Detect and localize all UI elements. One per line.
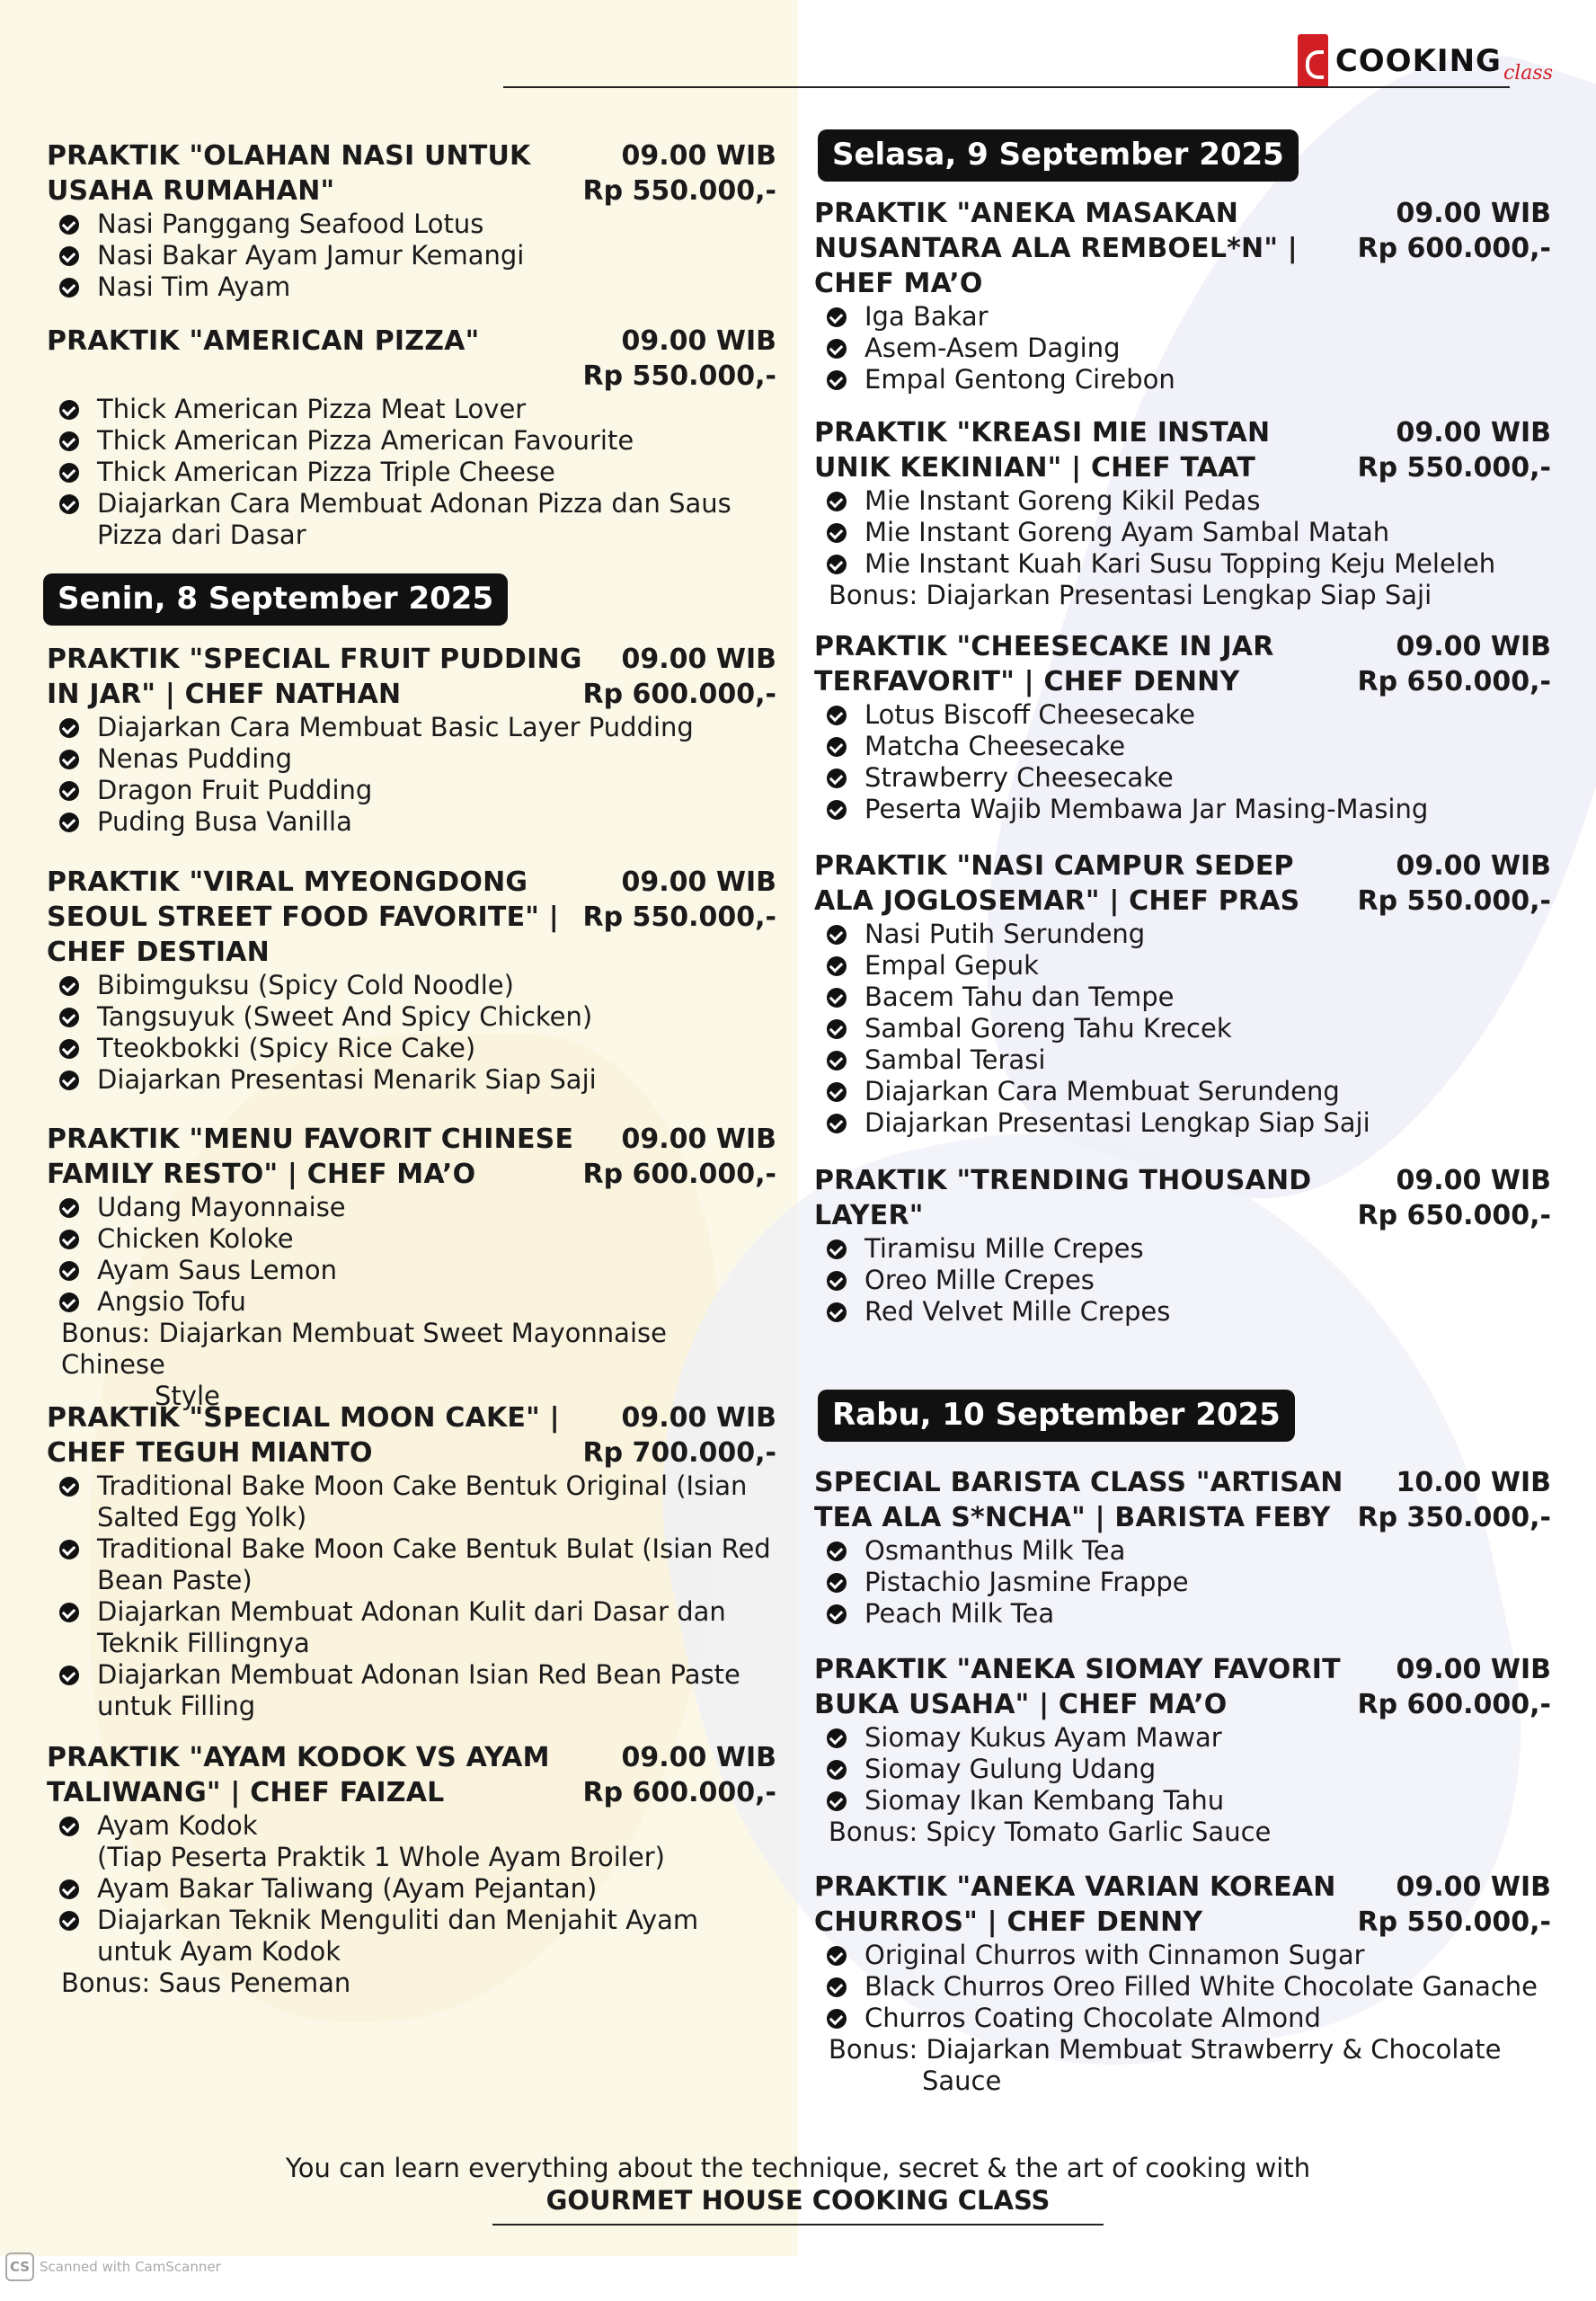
check-circle-icon — [827, 1082, 847, 1102]
check-circle-icon — [59, 246, 79, 266]
list-item-text: Bibimguksu (Spicy Cold Noodle) — [97, 970, 514, 1000]
list-item — [47, 1033, 776, 1064]
class-title: PRAKTIK "SPECIAL FRUIT PUDDING IN JAR" | CHEF NATHAN — [47, 644, 582, 710]
class-time: 09.00 WIB — [1396, 1165, 1551, 1196]
bonus-text-continued: Sauce — [922, 2066, 1002, 2096]
list-item-text: Sambal Terasi — [864, 1044, 1046, 1075]
list-item-text: Asem-Asem Daging — [864, 333, 1121, 363]
list-item — [47, 1286, 776, 1318]
check-circle-icon — [827, 800, 847, 820]
class-block — [814, 1163, 1551, 1328]
class-time: 09.00 WIB — [1396, 1871, 1551, 1903]
class-header — [814, 415, 1551, 485]
class-time: 09.00 WIB — [621, 644, 776, 675]
list-item-text: Oreo Mille Crepes — [864, 1265, 1095, 1295]
bottom-divider — [492, 2224, 1104, 2225]
day-banner-tuesday: Selasa, 9 September 2025 — [818, 129, 1299, 182]
bonus-note — [814, 2034, 1551, 2097]
class-meta — [1357, 848, 1551, 919]
list-item — [814, 982, 1551, 1013]
list-item — [47, 806, 776, 838]
check-circle-icon — [827, 555, 847, 574]
list-item — [814, 517, 1551, 548]
class-meta — [1357, 1870, 1551, 1940]
bonus-text: Bonus: Saus Peneman — [61, 1968, 351, 1998]
bonus-note — [47, 1968, 776, 1999]
class-header — [47, 1122, 776, 1192]
list-item — [814, 1535, 1551, 1567]
list-item-text: Iga Bakar — [864, 301, 989, 332]
class-header — [47, 865, 776, 970]
class-meta — [582, 865, 776, 970]
class-meta — [1357, 629, 1551, 699]
list-item-text: Mie Instant Goreng Kikil Pedas — [864, 485, 1261, 516]
class-price: Rp 650.000,- — [1357, 1200, 1551, 1231]
check-circle-icon — [827, 1302, 847, 1322]
class-header — [47, 1400, 776, 1470]
list-item — [47, 1192, 776, 1223]
check-circle-icon — [827, 1977, 847, 1997]
list-item-text: Nasi Tim Ayam — [97, 271, 291, 302]
class-title: PRAKTIK "ANEKA SIOMAY FAVORIT BUKA USAHA" | CHEF MA’O — [814, 1654, 1341, 1720]
class-time: 09.00 WIB — [621, 1402, 776, 1434]
class-price: Rp 550.000,- — [1357, 885, 1551, 917]
menu-item-list — [47, 394, 776, 551]
check-circle-icon — [59, 1039, 79, 1059]
class-price: Rp 600.000,- — [582, 679, 776, 710]
class-header — [47, 324, 776, 394]
class-title: PRAKTIK "ANEKA VARIAN KOREAN CHURROS" | CHEF DENNY — [814, 1871, 1336, 1938]
class-price: Rp 700.000,- — [582, 1437, 776, 1469]
class-header — [814, 1652, 1551, 1722]
list-item-text: Nasi Bakar Ayam Jamur Kemangi — [97, 240, 525, 271]
list-item — [814, 301, 1551, 333]
class-block — [47, 1122, 776, 1412]
list-item-text: Angsio Tofu — [97, 1286, 246, 1317]
footer-tagline: You can learn everything about the technique, secret & the art of cooking with — [285, 2153, 1311, 2183]
list-item-text: Siomay Ikan Kembang Tahu — [864, 1785, 1225, 1816]
list-item-text: Ayam Kodok (Tiap Peserta Praktik 1 Whole Ayam Broiler) — [97, 1810, 665, 1872]
list-item-text: Thick American Pizza Triple Cheese — [97, 457, 555, 487]
class-header — [814, 196, 1551, 301]
day-banner-wednesday: Rabu, 10 September 2025 — [818, 1390, 1295, 1442]
check-circle-icon — [59, 431, 79, 451]
check-circle-icon — [827, 737, 847, 757]
check-circle-icon — [59, 718, 79, 738]
list-item — [47, 970, 776, 1001]
list-item — [47, 1533, 776, 1596]
list-item-text: Traditional Bake Moon Cake Bentuk Original (Isian Salted Egg Yolk) — [97, 1470, 748, 1533]
list-item-text: Lotus Biscoff Cheesecake — [864, 699, 1195, 730]
bonus-note — [814, 580, 1551, 611]
list-item-text: Chicken Koloke — [97, 1223, 294, 1254]
class-title: PRAKTIK "AYAM KODOK VS AYAM TALIWANG" | CHEF FAIZAL — [47, 1742, 550, 1808]
list-item — [47, 1001, 776, 1033]
list-item — [47, 1470, 776, 1533]
list-item — [47, 425, 776, 457]
bonus-text: Bonus: Diajarkan Membuat Sweet Mayonnaise Chinese — [61, 1318, 667, 1380]
class-title: SPECIAL BARISTA CLASS "ARTISAN TEA ALA S*NCHA" | BARISTA FEBY — [814, 1467, 1343, 1533]
check-circle-icon — [827, 339, 847, 359]
class-title: PRAKTIK "SPECIAL MOON CAKE" | CHEF TEGUH MIANTO — [47, 1402, 560, 1469]
check-circle-icon — [827, 956, 847, 976]
menu-item-list — [47, 1192, 776, 1318]
list-item — [47, 1810, 776, 1873]
class-block — [814, 1652, 1551, 1848]
check-circle-icon — [59, 1293, 79, 1312]
list-item-text: Diajarkan Presentasi Lengkap Siap Saji — [864, 1107, 1370, 1138]
list-item — [814, 699, 1551, 731]
check-circle-icon — [827, 1541, 847, 1561]
class-block — [814, 1465, 1551, 1630]
menu-item-list — [47, 1470, 776, 1722]
class-header — [814, 848, 1551, 919]
list-item-text: Nasi Panggang Seafood Lotus — [97, 209, 484, 239]
check-circle-icon — [827, 925, 847, 945]
menu-item-list — [814, 1722, 1551, 1817]
list-item-text: Siomay Gulung Udang — [864, 1754, 1157, 1784]
list-item-text: Diajarkan Presentasi Menarik Siap Saji — [97, 1064, 597, 1095]
list-item — [814, 1598, 1551, 1630]
brand-tag: class — [1503, 61, 1553, 84]
class-title: PRAKTIK "VIRAL MYEONGDONG SEOUL STREET FOOD FAVORITE" | CHEF DESTIAN — [47, 866, 559, 968]
class-price: Rp 550.000,- — [582, 175, 776, 207]
list-item-text: Thick American Pizza Meat Lover — [97, 394, 527, 424]
scanner-text: Scanned with CamScanner — [40, 2259, 221, 2275]
class-title: PRAKTIK "OLAHAN NASI UNTUK USAHA RUMAHAN" — [47, 140, 531, 207]
class-time: 09.00 WIB — [621, 325, 776, 357]
class-block — [814, 629, 1551, 825]
check-circle-icon — [59, 463, 79, 483]
class-price: Rp 650.000,- — [1357, 666, 1551, 697]
list-item — [47, 1873, 776, 1905]
check-circle-icon — [827, 1760, 847, 1780]
check-circle-icon — [827, 1604, 847, 1624]
class-header — [814, 1465, 1551, 1535]
class-header — [814, 1163, 1551, 1233]
bonus-text: Bonus: Diajarkan Membuat Strawberry & Chocolate — [829, 2034, 1502, 2065]
list-item-text: Diajarkan Membuat Adonan Kulit dari Dasar dan Teknik Fillingnya — [97, 1596, 726, 1658]
list-item — [814, 1567, 1551, 1598]
list-item-text: Nasi Putih Serundeng — [864, 919, 1146, 949]
check-circle-icon — [827, 1114, 847, 1133]
list-item — [47, 1223, 776, 1255]
check-circle-icon — [59, 278, 79, 298]
list-item — [814, 1013, 1551, 1044]
list-item — [814, 1754, 1551, 1785]
check-circle-icon — [827, 370, 847, 390]
check-circle-icon — [827, 706, 847, 725]
class-price: Rp 600.000,- — [582, 1777, 776, 1808]
list-item — [47, 457, 776, 488]
brand-logo — [1298, 34, 1553, 88]
class-price: Rp 550.000,- — [1357, 452, 1551, 484]
class-time: 09.00 WIB — [1396, 850, 1551, 882]
class-block — [814, 848, 1551, 1139]
class-time: 09.00 WIB — [621, 140, 776, 172]
menu-item-list — [814, 301, 1551, 395]
class-meta — [582, 1122, 776, 1192]
class-meta — [582, 642, 776, 712]
check-circle-icon — [827, 1051, 847, 1071]
check-circle-icon — [827, 1573, 847, 1593]
class-meta — [582, 324, 776, 394]
list-item — [814, 731, 1551, 762]
bonus-text: Bonus: Diajarkan Presentasi Lengkap Siap Saji — [829, 580, 1432, 610]
check-circle-icon — [59, 750, 79, 769]
list-item-text: Mie Instant Goreng Ayam Sambal Matah — [864, 517, 1390, 547]
brand-logo-icon — [1298, 34, 1328, 88]
list-item — [47, 240, 776, 271]
class-time: 10.00 WIB — [1396, 1467, 1551, 1498]
check-circle-icon — [827, 2009, 847, 2029]
class-header — [814, 1870, 1551, 1940]
class-meta — [1357, 1652, 1551, 1722]
menu-item-list — [814, 699, 1551, 825]
menu-item-list — [47, 1810, 776, 1968]
check-circle-icon — [59, 1230, 79, 1249]
check-circle-icon — [59, 813, 79, 832]
list-item — [47, 1596, 776, 1659]
list-item-text: Tteokbokki (Spicy Rice Cake) — [97, 1033, 476, 1063]
check-circle-icon — [827, 1019, 847, 1039]
list-item — [47, 1659, 776, 1722]
class-price: Rp 600.000,- — [1357, 1689, 1551, 1720]
list-item-text: Pistachio Jasmine Frappe — [864, 1567, 1189, 1597]
list-item — [814, 1971, 1551, 2003]
check-circle-icon — [59, 1540, 79, 1559]
class-block — [47, 324, 776, 551]
list-item-text: Diajarkan Cara Membuat Adonan Pizza dan Saus Pizza dari Dasar — [97, 488, 732, 550]
bonus-note — [47, 1318, 776, 1412]
class-meta — [582, 1400, 776, 1470]
list-item-text: Bacem Tahu dan Tempe — [864, 982, 1175, 1012]
list-item — [814, 919, 1551, 950]
list-item-text: Diajarkan Cara Membuat Serundeng — [864, 1076, 1340, 1106]
list-item — [814, 1296, 1551, 1328]
list-item-text: Udang Mayonnaise — [97, 1192, 346, 1222]
class-header — [47, 1740, 776, 1810]
list-item — [47, 394, 776, 425]
check-circle-icon — [827, 1728, 847, 1748]
menu-item-list — [814, 1233, 1551, 1328]
check-circle-icon — [59, 1603, 79, 1622]
check-circle-icon — [59, 1071, 79, 1090]
check-circle-icon — [59, 215, 79, 235]
bonus-note — [814, 1817, 1551, 1848]
class-title: PRAKTIK "NASI CAMPUR SEDEP ALA JOGLOSEMAR" | CHEF PRAS — [814, 850, 1300, 917]
menu-item-list — [47, 712, 776, 838]
class-header — [47, 138, 776, 209]
list-item-text: Puding Busa Vanilla — [97, 806, 352, 837]
day-banner-monday: Senin, 8 September 2025 — [43, 573, 508, 626]
list-item-text: Nenas Pudding — [97, 743, 293, 774]
check-circle-icon — [59, 494, 79, 514]
list-item — [814, 1940, 1551, 1971]
list-item-text: Strawberry Cheesecake — [864, 762, 1174, 793]
check-circle-icon — [827, 768, 847, 788]
check-circle-icon — [59, 1261, 79, 1281]
class-meta — [582, 138, 776, 209]
list-item-text: Dragon Fruit Pudding — [97, 775, 373, 805]
class-block — [814, 415, 1551, 611]
class-price: Rp 350.000,- — [1357, 1502, 1551, 1533]
check-circle-icon — [59, 976, 79, 996]
list-item-text: Peserta Wajib Membawa Jar Masing-Masing — [864, 794, 1429, 824]
check-circle-icon — [59, 781, 79, 801]
class-block — [814, 1870, 1551, 2097]
list-item-text: Mie Instant Kuah Kari Susu Topping Keju Meleleh — [864, 548, 1496, 579]
list-item — [814, 950, 1551, 982]
list-item-text: Empal Gepuk — [864, 950, 1039, 981]
class-title: PRAKTIK "AMERICAN PIZZA" — [47, 325, 480, 357]
menu-item-list — [814, 919, 1551, 1139]
check-circle-icon — [827, 492, 847, 511]
list-item-text: Thick American Pizza American Favourite — [97, 425, 634, 456]
list-item-text: Sambal Goreng Tahu Krecek — [864, 1013, 1232, 1044]
class-price: Rp 550.000,- — [1357, 1906, 1551, 1938]
class-meta — [582, 1740, 776, 1810]
class-time: 09.00 WIB — [1396, 631, 1551, 662]
list-item — [47, 712, 776, 743]
footer-brand: GOURMET HOUSE COOKING CLASS — [545, 2185, 1051, 2216]
class-time: 09.00 WIB — [621, 866, 776, 898]
list-item-text: Black Churros Oreo Filled White Chocolate Ganache — [864, 1971, 1538, 2002]
class-block — [47, 138, 776, 303]
class-title: PRAKTIK "TRENDING THOUSAND LAYER" — [814, 1165, 1312, 1231]
bonus-text-continued: Style — [155, 1381, 220, 1411]
check-circle-icon — [827, 1239, 847, 1259]
check-circle-icon — [59, 1666, 79, 1685]
list-item — [814, 1722, 1551, 1754]
class-time: 09.00 WIB — [1396, 1654, 1551, 1685]
list-item — [47, 743, 776, 775]
list-item-text: Tangsuyuk (Sweet And Spicy Chicken) — [97, 1001, 593, 1032]
class-title: PRAKTIK "KREASI MIE INSTAN UNIK KEKINIAN" | CHEF TAAT — [814, 417, 1271, 484]
list-item — [814, 364, 1551, 395]
list-item — [814, 485, 1551, 517]
list-item — [814, 1265, 1551, 1296]
check-circle-icon — [827, 1791, 847, 1811]
footer — [0, 2152, 1596, 2217]
brand-name: COOKING — [1334, 43, 1502, 79]
list-item — [814, 762, 1551, 794]
list-item-text: Ayam Saus Lemon — [97, 1255, 338, 1285]
list-item-text: Diajarkan Cara Membuat Basic Layer Pudding — [97, 712, 694, 742]
list-item-text: Traditional Bake Moon Cake Bentuk Bulat (Isian Red Bean Paste) — [97, 1533, 771, 1595]
list-item-text: Osmanthus Milk Tea — [864, 1535, 1126, 1566]
scanner-watermark — [5, 2252, 221, 2281]
list-item-text: Matcha Cheesecake — [864, 731, 1126, 761]
list-item-text: Siomay Kukus Ayam Mawar — [864, 1722, 1222, 1753]
list-item — [47, 775, 776, 806]
menu-item-list — [814, 1940, 1551, 2034]
class-price: Rp 600.000,- — [582, 1159, 776, 1190]
class-header — [47, 642, 776, 712]
list-item — [814, 794, 1551, 825]
class-meta — [1357, 1465, 1551, 1535]
class-time: 09.00 WIB — [1396, 198, 1551, 229]
list-item — [814, 1107, 1551, 1139]
class-time: 09.00 WIB — [621, 1124, 776, 1155]
check-circle-icon — [59, 400, 79, 420]
class-time: 09.00 WIB — [621, 1742, 776, 1773]
list-item-text: Churros Coating Chocolate Almond — [864, 2003, 1321, 2033]
class-block — [47, 1400, 776, 1722]
list-item — [47, 271, 776, 303]
list-item — [814, 1044, 1551, 1076]
check-circle-icon — [827, 1946, 847, 1966]
list-item — [47, 1064, 776, 1096]
list-item — [814, 2003, 1551, 2034]
list-item — [47, 1255, 776, 1286]
class-meta — [1357, 1163, 1551, 1233]
class-price: Rp 550.000,- — [582, 902, 776, 933]
check-circle-icon — [59, 1817, 79, 1836]
list-item — [47, 1905, 776, 1968]
check-circle-icon — [827, 1271, 847, 1291]
list-item-text: Empal Gentong Cirebon — [864, 364, 1175, 395]
check-circle-icon — [59, 1477, 79, 1497]
class-price: Rp 600.000,- — [1357, 233, 1551, 264]
class-title: PRAKTIK "CHEESECAKE IN JAR TERFAVORIT" | CHEF DENNY — [814, 631, 1274, 697]
list-item — [47, 488, 776, 551]
check-circle-icon — [827, 307, 847, 327]
class-meta — [1357, 415, 1551, 485]
class-block — [47, 1740, 776, 1999]
menu-item-list — [814, 485, 1551, 580]
list-item — [814, 1076, 1551, 1107]
check-circle-icon — [59, 1198, 79, 1218]
class-header — [814, 629, 1551, 699]
list-item-text: Diajarkan Teknik Menguliti dan Menjahit Ayam untuk Ayam Kodok — [97, 1905, 699, 1967]
list-item-text: Peach Milk Tea — [864, 1598, 1055, 1629]
list-item — [47, 209, 776, 240]
check-circle-icon — [59, 1008, 79, 1027]
camscanner-icon: CS — [5, 2252, 34, 2281]
list-item-text: Diajarkan Membuat Adonan Isian Red Bean Paste untuk Filling — [97, 1659, 740, 1721]
bonus-text: Bonus: Spicy Tomato Garlic Sauce — [829, 1817, 1272, 1847]
list-item — [814, 1233, 1551, 1265]
list-item-text: Original Churros with Cinnamon Sugar — [864, 1940, 1365, 1970]
list-item — [814, 333, 1551, 364]
check-circle-icon — [827, 523, 847, 543]
list-item-text: Ayam Bakar Taliwang (Ayam Pejantan) — [97, 1873, 598, 1904]
list-item — [814, 1785, 1551, 1817]
menu-item-list — [814, 1535, 1551, 1630]
list-item-text: Red Velvet Mille Crepes — [864, 1296, 1171, 1327]
class-title: PRAKTIK "MENU FAVORIT CHINESE FAMILY RESTO" | CHEF MA’O — [47, 1124, 574, 1190]
class-meta — [1357, 196, 1551, 301]
top-divider — [503, 86, 1510, 88]
class-block — [47, 642, 776, 838]
class-title: PRAKTIK "ANEKA MASAKAN NUSANTARA ALA REMBOEL*N" | CHEF MA’O — [814, 198, 1298, 299]
check-circle-icon — [59, 1911, 79, 1931]
list-item-text: Tiramisu Mille Crepes — [864, 1233, 1144, 1264]
check-circle-icon — [827, 988, 847, 1008]
list-item — [814, 548, 1551, 580]
check-circle-icon — [59, 1879, 79, 1899]
class-price: Rp 550.000,- — [582, 360, 776, 392]
class-block — [814, 196, 1551, 395]
menu-item-list — [47, 970, 776, 1096]
menu-item-list — [47, 209, 776, 303]
class-block — [47, 865, 776, 1096]
class-time: 09.00 WIB — [1396, 417, 1551, 449]
